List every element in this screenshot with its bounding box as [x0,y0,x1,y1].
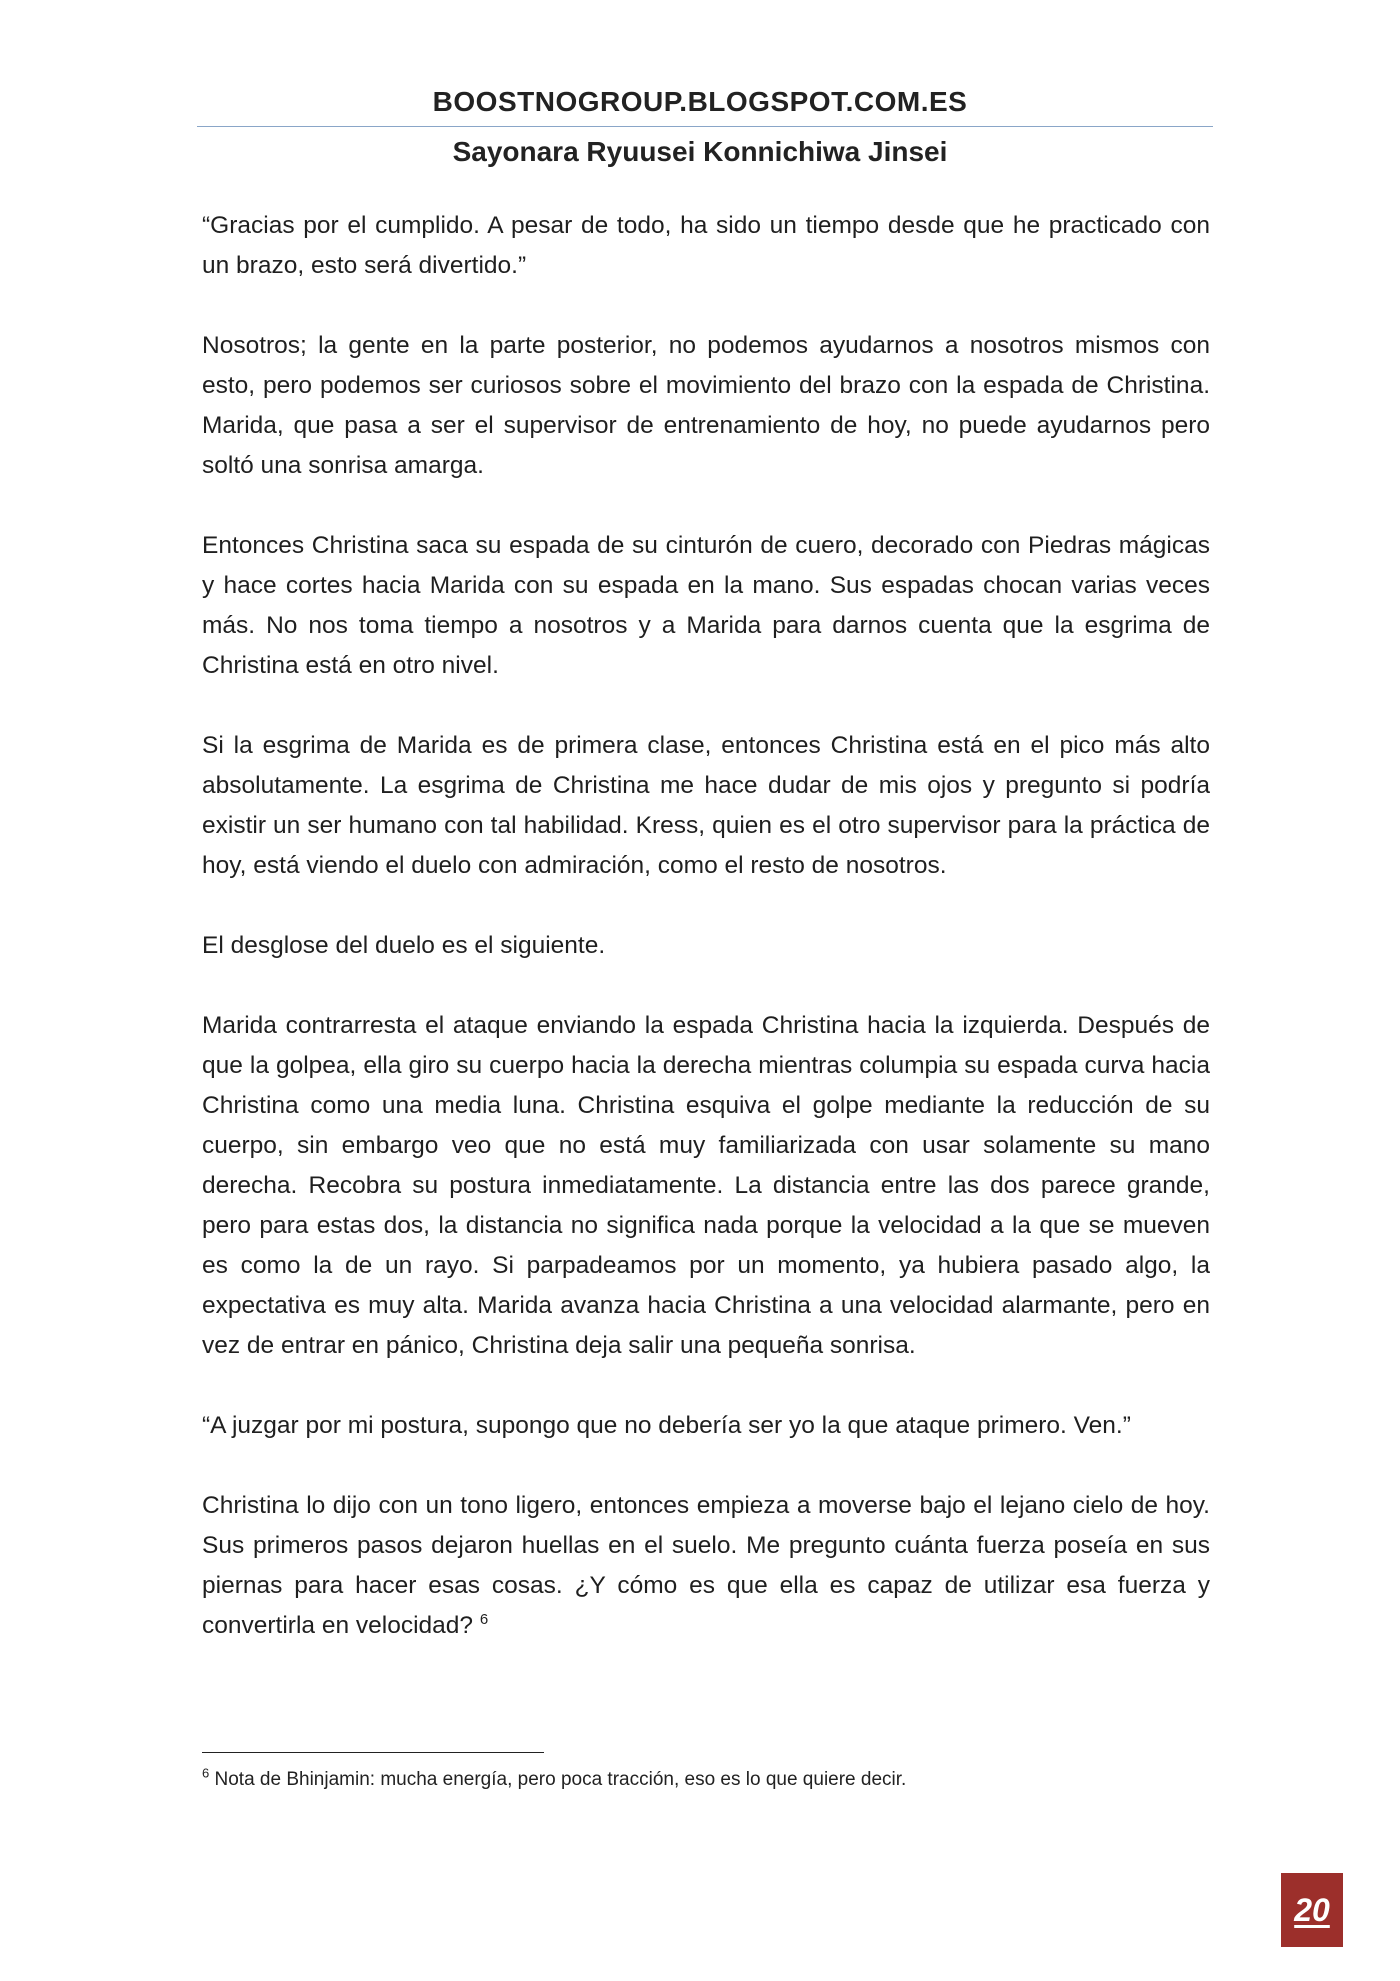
paragraph-8 [202,1486,1210,1646]
page-number-badge [1281,1873,1343,1947]
footnote-marker: 6 [202,1765,210,1781]
paragraph-3: Entonces Christina saca su espada de su cinturón de cuero, decorado con Piedras mágicas y hace cortes hacia Marida con su espada en la mano. Sus espadas chocan varias veces más. No nos toma tiempo a nosotros y a Marida para darnos cuenta que la esgrima de Christina está en otro nivel. [202,532,1210,679]
paragraph-1: “Gracias por el cumplido. A pesar de todo, ha sido un tiempo desde que he practicado con un brazo, esto será divertido.” [202,212,1210,279]
paragraph-2: Nosotros; la gente en la parte posterior, no podemos ayudarnos a nosotros mismos con esto, pero podemos ser curiosos sobre el movimiento del brazo con la espada de Christina. Marida, que pasa a ser el supervisor de entrenamiento de hoy, no puede ayudarnos pero soltó una sonrisa amarga. [202,332,1210,479]
footnote-reference: 6 [479,1610,489,1628]
paragraph-4: Si la esgrima de Marida es de primera clase, entonces Christina está en el pico más alto absolutamente. La esgrima de Christina me hace dudar de mis ojos y pregunto si podría existir un ser humano con tal habilidad. Kress, quien es el otro supervisor para la práctica de hoy, está viendo el duelo con admiración, como el resto de nosotros. [202,732,1210,879]
footnote [202,1766,1202,1794]
header-divider [197,126,1213,127]
paragraph-8-text: Christina lo dijo con un tono ligero, entonces empieza a moverse bajo el lejano cielo de hoy. Sus primeros pasos dejaron huellas en el suelo. Me pregunto cuánta fuerza poseía en sus piernas para hacer esas cosas. ¿Y cómo es que ella es capaz de utilizar esa fuerza y convertirla en velocidad? [202,1492,1210,1639]
paragraph-5: El desglose del duelo es el siguiente. [202,932,606,959]
footnote-divider [202,1752,544,1753]
body-text [202,206,1210,1646]
paragraph-7: “A juzgar por mi postura, supongo que no debería ser yo la que ataque primero. Ven.” [202,1412,1131,1439]
header-site-name: BOOSTNOGROUP.BLOGSPOT.COM.ES [432,86,968,117]
page-number: 20 [1294,1891,1330,1928]
header-book-title: Sayonara Ryuusei Konnichiwa Jinsei [452,136,948,167]
footnote-text: Nota de Bhinjamin: mucha energía, pero poca tracción, eso es lo que quiere decir. [214,1769,907,1790]
paragraph-6: Marida contrarresta el ataque enviando la espada Christina hacia la izquierda. Después de que la golpea, ella giro su cuerpo hacia la derecha mientras columpia su espada curva hacia Christina como una media luna. Christina esquiva el golpe mediante la reducción de su cuerpo, sin embargo veo que no está muy familiarizada con usar solamente su mano derecha. Recobra su postura inmediatamente. La distancia entre las dos parece grande, pero para estas dos, la distancia no significa nada porque la velocidad a la que se mueven es como la de un rayo. Si parpadeamos por un momento, ya hubiera pasado algo, la expectativa es muy alta. Marida avanza hacia Christina a una velocidad alarmante, pero en vez de entrar en pánico, Christina deja salir una pequeña sonrisa. [202,1012,1210,1359]
